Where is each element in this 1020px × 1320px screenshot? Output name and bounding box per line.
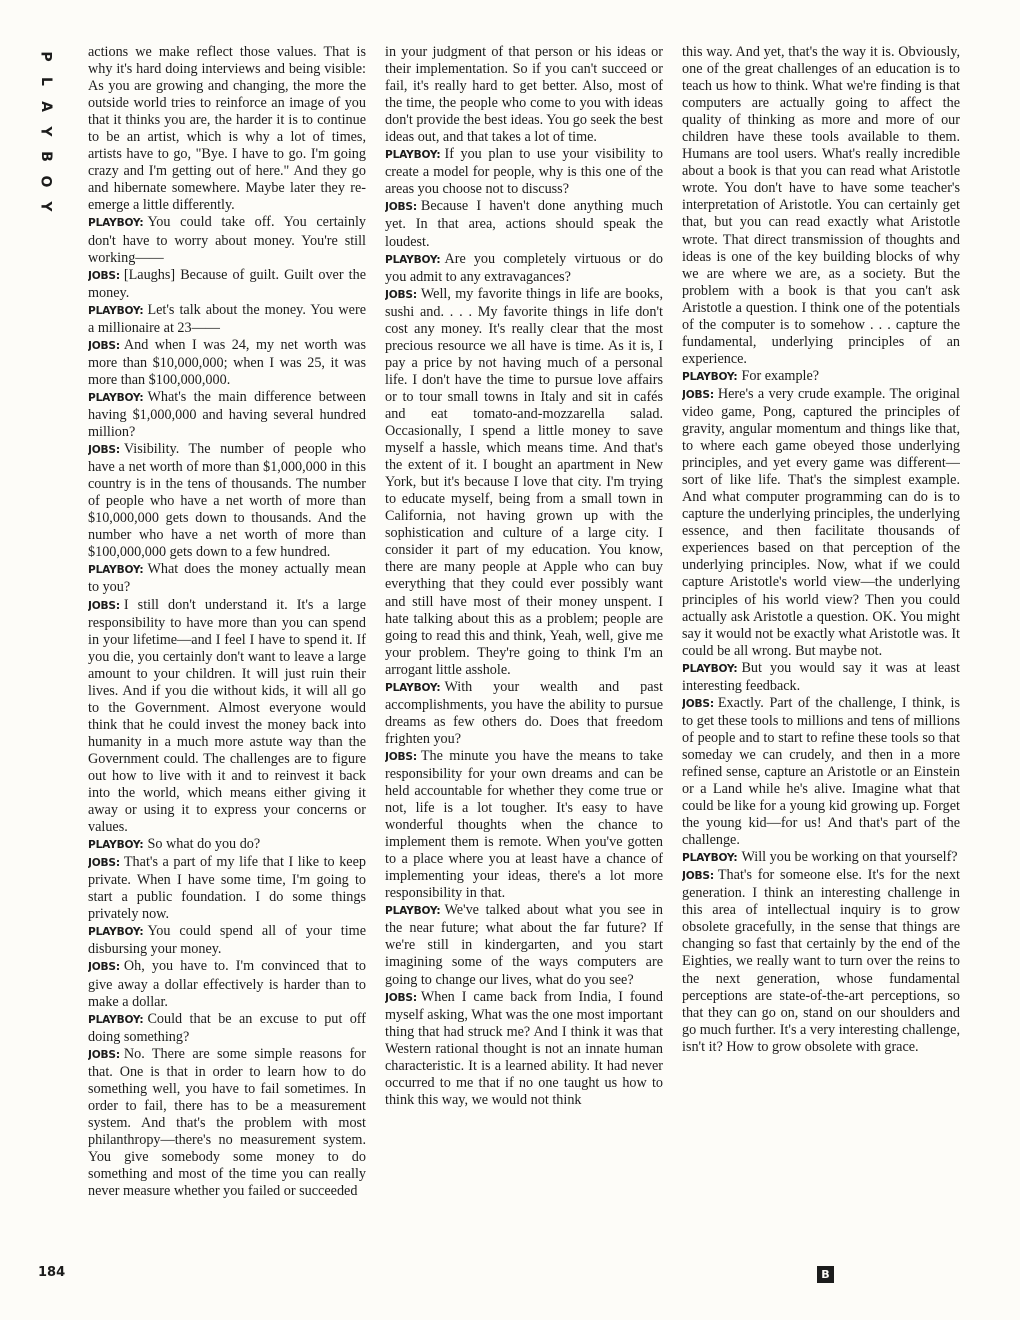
paragraph-text: You could spend all of your time disbursing your money. xyxy=(88,923,366,958)
paragraph xyxy=(88,836,366,854)
paragraph-text: in your judgment of that person or his ideas or their implementation. So if you can't succeed or fail, it's really hard to get better. Also, most of the time, the people who come to you with ideas don't provide the best ideas. You go seek the best ideas out, and that takes a lot of time. xyxy=(385,44,663,146)
paragraph xyxy=(385,286,663,679)
paragraph xyxy=(385,198,663,250)
speaker-label: PLAYBOY: xyxy=(385,149,441,162)
magazine-letter: L xyxy=(37,77,54,86)
paragraph-text: That's for someone else. It's for the next generation. I think an interesting challenge in this area of intellectual inquiry is to grow obsolete gracefully, in the sense that things are changing so fast that certainly by the end of the Eighties, we really want to turn over the reins to the next generation, whose fundamental perceptions are state-of-the-art perceptions, so that they can go on, stand on our shoulders and go much further. It's a very interesting challenge, isn't it? How to grow obsolete with grace. xyxy=(682,867,960,1055)
paragraph-text: What's the main difference between having $1,000,000 and having several hundred million? xyxy=(88,388,366,441)
paragraph-text: We've talked about what you see in the near future; what about the far future? If we're still in kindergarten, and you start imagining some of the ways computers are going to change our lives, what do you see? xyxy=(385,902,663,988)
paragraph xyxy=(385,748,663,902)
speaker-label: PLAYBOY: xyxy=(682,662,738,675)
paragraph xyxy=(385,679,663,748)
paragraph-text: What does the money actually mean to you? xyxy=(88,561,366,596)
speaker-label: PLAYBOY: xyxy=(385,253,441,266)
paragraph-text: That's a part of my life that I like to keep private. When I have some time, I'm going to start a public foundation. I do some things privately now. xyxy=(88,854,366,923)
paragraph-text: Let's talk about the money. You were a millionaire at 23—— xyxy=(88,301,366,336)
paragraph xyxy=(385,902,663,988)
paragraph xyxy=(88,441,366,561)
magazine-vertical-title xyxy=(32,44,58,219)
paragraph-text: Here's a very crude example. The original video game, Pong, captured the principles of gravity, angular momentum and things like that, to where each game obeyed those underlying principles, and yet every game was different—sort of like life. That's the simplest example. And what computer programming can do is to capture the underlying principles, the underlying essence, and then facilitate thousands of experiences based on that perception of the underlying principles. Now, what if we could capture Aristotle's world view—the underlying principles of his world view? Then you could actually ask Aristotle a question. OK. You might say it would not be exactly what Aristotle was. It could be all wrong. But maybe not. xyxy=(682,385,960,659)
paragraph-text: [Laughs] Because of guilt. Guilt over the money. xyxy=(88,266,366,301)
magazine-letter: O xyxy=(37,175,54,188)
paragraph-text: And when I was 24, my net worth was more than $10,000,000; when I was 25, it was more than $100,000,000. xyxy=(88,336,366,388)
speaker-label: PLAYBOY: xyxy=(88,926,144,939)
speaker-label: PLAYBOY: xyxy=(88,1013,144,1026)
speaker-label: JOBS: xyxy=(385,288,417,301)
text-column-3 xyxy=(682,44,960,1296)
speaker-label: JOBS: xyxy=(385,991,417,1004)
paragraph-text: Will you be working on that yourself? xyxy=(741,849,958,866)
paragraph xyxy=(88,302,366,337)
speaker-label: JOBS: xyxy=(682,697,714,710)
paragraph-text: Oh, you have to. I'm convinced that to give away a dollar effectively is harder than to make a dollar. xyxy=(88,958,366,1010)
speaker-label: PLAYBOY: xyxy=(88,391,144,404)
paragraph-text: this way. And yet, that's the way it is. Obviously, one of the great challenges of an education is to teach us how to think. What we're finding is that computers are actually going to affect the quality of thinking as more and more of our children have these tools available to them. Humans are tool users. What's really incredible about a book is that you can read what Aristotle wrote. You don't have to have some teacher's interpretation of Aristotle. You can certainly get that, but you can read exactly what Aristotle wrote. That direct transmission of thoughts and ideas is one of the key building blocks of why we are where we are, as a society. But the problem with a book is that you can't ask Aristotle a question. I think one of the potentials of the computer is to somehow . . . capture the fundamental, underlying principles of an experience. xyxy=(682,44,960,367)
speaker-label: PLAYBOY: xyxy=(88,564,144,577)
paragraph xyxy=(385,146,663,198)
paragraph-text: Well, my favorite things in life are books, sushi and. . . . My favorite things in life don't cost any money. It's really clear that the most precious resource we all have is time. As it is, I pay a price by not having much of a personal life. I don't have the time to pursue love affairs or to tour small towns in Italy and sit in cafés and eat tomato-and-mozzarella salad. Occasionally, I spend a little money to save myself a hassle, which means time. And that's the extent of it. I bought an apartment in New York, but it's because I love that city. I'm trying to educate myself, being from a small town in California, not having grown up with the sophistication and culture of a large city. I consider it part of my education. You know, there are many people at Apple who can buy everything that they could ever possibly want and still have most of their money unspent. I hate talking about this as a problem; people are going to read this and think, Yeah, well, give me your problem. They're going to think I'm an arrogant little asshole. xyxy=(385,285,663,678)
paragraph xyxy=(385,251,663,286)
paragraph xyxy=(88,854,366,923)
speaker-label: JOBS: xyxy=(682,388,714,401)
paragraph-text: actions we make reflect those values. That is why it's hard doing interviews and being visible: As you are growing and changing, the more the outside world tries to reinforce an image of you that it thinks you are, the harder it is to continue to be an artist, which is why a lot of times, artists have to go, "Bye. I have to go. I'm going crazy and I'm getting out of here." And they go and hibernate somewhere. Maybe later they re-emerge a little differently. xyxy=(88,44,366,214)
page-number: 184 xyxy=(38,1265,66,1280)
speaker-label: PLAYBOY: xyxy=(682,852,738,865)
magazine-letter: Y xyxy=(37,126,54,137)
magazine-letter: A xyxy=(37,101,54,112)
speaker-label: JOBS: xyxy=(682,870,714,883)
text-column-2 xyxy=(385,44,663,1296)
speaker-label: JOBS: xyxy=(88,1048,120,1061)
paragraph xyxy=(682,867,960,1056)
speaker-label: JOBS: xyxy=(88,339,120,352)
paragraph-text: No. There are some simple reasons for that. One is that in order to learn how to do something well, you have to fail sometimes. In order to fail, there has to be a measurement system. And that's the problem with most philanthropy—there's no measurement system. You give somebody some money to do something and most of the time you can really never measure whether you failed or succeeded xyxy=(88,1045,366,1200)
paragraph xyxy=(88,1046,366,1200)
paragraph xyxy=(88,389,366,441)
paragraph xyxy=(88,44,366,214)
paragraph xyxy=(682,695,960,849)
speaker-label: JOBS: xyxy=(88,269,120,282)
speaker-label: PLAYBOY: xyxy=(682,370,738,383)
speaker-label: JOBS: xyxy=(88,599,120,612)
paragraph xyxy=(682,660,960,695)
paragraph xyxy=(682,368,960,386)
speaker-label: JOBS: xyxy=(385,201,417,214)
magazine-letter: P xyxy=(37,51,54,62)
paragraph-text: When I came back from India, I found myself asking, What was the one most important thing that had struck me? And I think it was that Western rational thought is not an innate human characteristic. It is a learned ability. It had never occurred to me that if no one taught us how to think this way, we would not think xyxy=(385,988,663,1108)
paragraph xyxy=(88,923,366,958)
paragraph xyxy=(88,267,366,302)
paragraph-text: Are you completely virtuous or do you admit to any extravagances? xyxy=(385,250,663,285)
end-mark-icon: B xyxy=(817,1266,834,1283)
paragraph-text: I still don't understand it. It's a large responsibility to have more than you can spend in your lifetime—and I feel I have to spend it. If you die, you certainly don't want to leave a large amount to your children. It will just ruin their lives. And if you die without kids, it will all go to the Government. Almost everyone would think that he could invest the money back into humanity in a much more astute way than the Government could. The challenges are to figure out how to live with it and to reinvest it back into the world, which means either giving it away or using it to express your concerns or values. xyxy=(88,596,366,836)
paragraph xyxy=(88,337,366,389)
speaker-label: JOBS: xyxy=(88,444,120,457)
paragraph-text: Visibility. The number of people who have a net worth of more than $1,000,000 in this country is in the tens of thousands. The number of people who have a net worth of more than $10,000,000 gets down to thousands. And the number who have a net worth of more than $100,000,000 gets down to a few hundred. xyxy=(88,441,366,561)
paragraph xyxy=(88,1011,366,1046)
speaker-label: PLAYBOY: xyxy=(385,681,441,694)
paragraph xyxy=(682,44,960,368)
speaker-label: JOBS: xyxy=(88,961,120,974)
speaker-label: PLAYBOY: xyxy=(385,905,441,918)
paragraph xyxy=(88,561,366,596)
text-column-1 xyxy=(88,44,366,1296)
paragraph xyxy=(682,849,960,867)
paragraph-text: But you would say it was at least interesting feedback. xyxy=(682,659,960,694)
speaker-label: PLAYBOY: xyxy=(88,304,144,317)
paragraph xyxy=(385,44,663,146)
paragraph xyxy=(88,214,366,266)
paragraph xyxy=(88,597,366,837)
paragraph xyxy=(682,386,960,660)
paragraph-text: Because I haven't done anything much yet. In that area, actions should speak the loudest. xyxy=(385,198,663,250)
speaker-label: JOBS: xyxy=(88,857,120,870)
speaker-label: PLAYBOY: xyxy=(88,217,144,230)
paragraph xyxy=(385,989,663,1109)
paragraph-text: You could take off. You certainly don't have to worry about money. You're still working—— xyxy=(88,214,366,266)
paragraph-text: Could that be an excuse to put off doing something? xyxy=(88,1010,366,1045)
paragraph-text: For example? xyxy=(741,367,820,384)
speaker-label: PLAYBOY: xyxy=(88,839,144,852)
paragraph xyxy=(88,958,366,1010)
paragraph-text: If you plan to use your visibility to create a model for people, why is this one of the areas you choose not to discuss? xyxy=(385,146,663,198)
magazine-letter: B xyxy=(37,151,54,162)
paragraph-text: Exactly. Part of the challenge, I think, is to get these tools to millions and tens of millions of people and to start to refine these tools so that someday we can crudely, and then in a more refined sense, capture an Aristotle or an Einstein or a Land while he's alive. Imagine what that could be like for a young kid growing up. Forget the young kid—for us! And that's part of the challenge. xyxy=(682,694,960,849)
speaker-label: JOBS: xyxy=(385,750,417,763)
paragraph-text: With your wealth and past accomplishments, you have the ability to pursue dreams as few others do. Does that freedom frighten you? xyxy=(385,678,663,747)
paragraph-text: So what do you do? xyxy=(147,836,261,853)
magazine-letter: Y xyxy=(37,201,54,212)
paragraph-text: The minute you have the means to take responsibility for your own dreams and can be held accountable for whether they come true or not, life is a lot tougher. It's easy to have wonderful thoughts when the chance to implement them is remote. When you've gotten to a place where you at least have a chance of implementing your ideas, there's a lot more responsibility in that. xyxy=(385,747,663,902)
